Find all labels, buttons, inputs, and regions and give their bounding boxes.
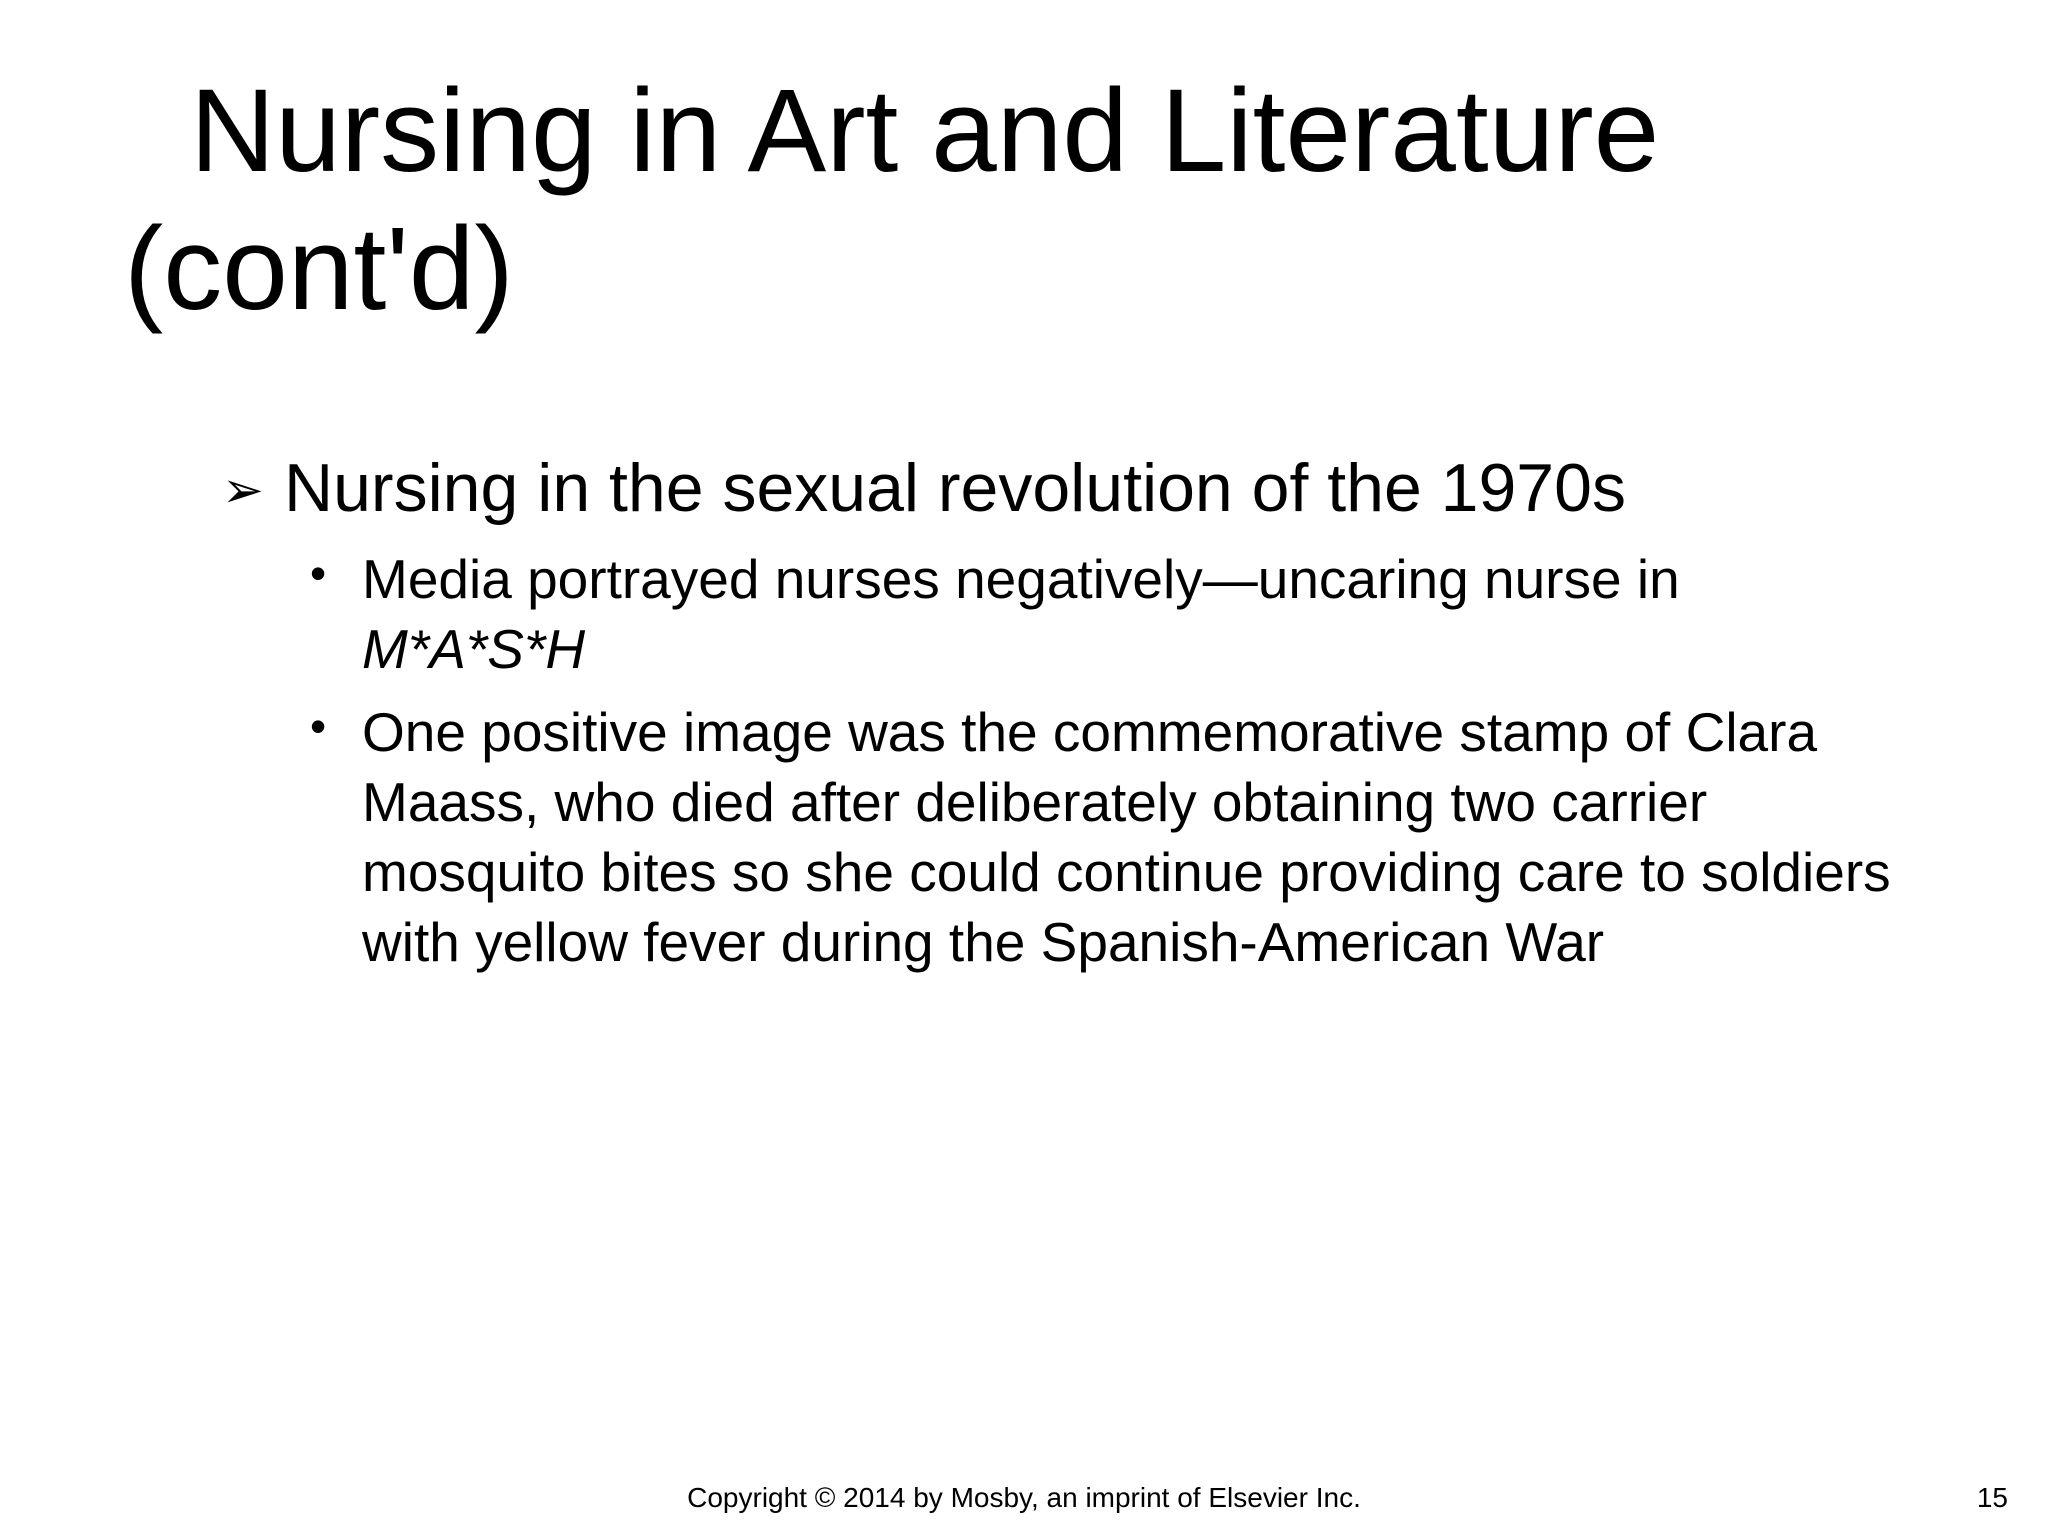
sub-bullet-text-1 [362,544,1942,684]
bullet-text: Nursing in the sexual revolution of the 1970s [284,450,1626,526]
round-bullet-icon: • [310,547,327,599]
arrow-bullet-icon: ➢ [222,461,264,519]
round-bullet-icon: • [310,700,327,752]
page-number: 15 [1976,1482,2008,1513]
slide-title-line-2: (cont'd) [124,203,514,335]
slide-title [124,62,1924,338]
slide-title-line-1: Nursing in Art and Literature [190,65,1660,197]
copyright-footer: Copyright © 2014 by Mosby, an imprint of Elsevier Inc. [687,1482,1361,1513]
sub-bullet-text-2: One positive image was the commemorative stamp of Clara Maass, who died after deliberately obtaining two carrier mosquito bites so she could continue providing care to soldiers with yellow fever during the Spanish-American War [362,701,1891,973]
sub-bullet-text-1-italic: M*A*S*H [362,618,586,680]
sub-bullet-text-1-plain: Media portrayed nurses negatively—uncaring nurse in [362,548,1680,610]
